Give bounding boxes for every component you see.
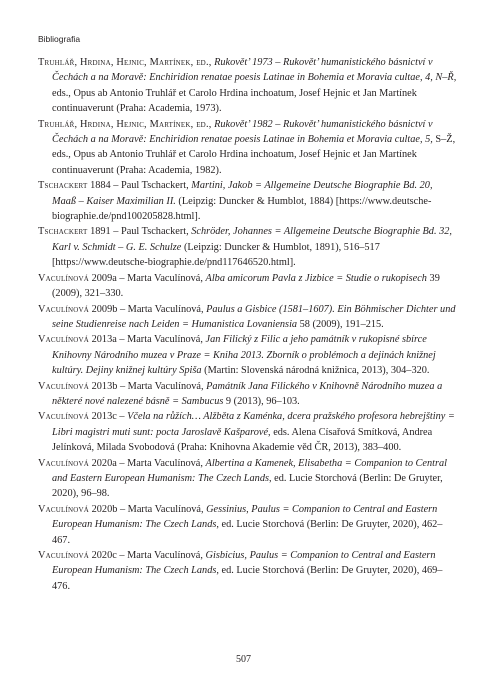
entry-author-key: Tschackert: [38, 226, 88, 238]
bibliography-entry: [38, 332, 458, 378]
entry-author-key: Vaculínová: [38, 503, 90, 515]
entry-text: , eds. Alena Císařová Smítková, Andrea Jelínková, Milada Svobodová (Praha: Knihovna Akademie věd ČR, 2013), 383–400.: [52, 426, 433, 454]
entry-title: Gessinius, Paulus = Companion to Central and Eastern European Humanism: The Czech Lands: [52, 503, 438, 531]
entry-text: 2013a – Marta Vaculínová,: [89, 334, 206, 346]
entry-text: 2013b – Marta Vaculínová,: [89, 380, 207, 392]
entry-author-key: Vaculínová: [38, 457, 90, 469]
bibliography-entry: [38, 271, 458, 302]
bibliography-entry: [38, 409, 458, 455]
entry-text: 9 (2013), 96–103.: [223, 395, 300, 407]
entry-text: 1891 – Paul Tschackert,: [87, 226, 192, 238]
bibliography-entry: [38, 548, 458, 594]
entry-title: Paulus a Gisbice (1581–1607). Ein Böhmischer Dichter und seine Studienreise nach Leiden = Humanistica Lovaniensia: [52, 303, 456, 330]
running-header: Bibliografia: [38, 34, 81, 44]
bibliography-list: [38, 55, 458, 594]
entry-text: , ed. Lucie Storchová (Berlin: De Gruyter, 2020), 96–98.: [52, 472, 443, 500]
entry-title: Jan Filický z Filic a jeho památník v rukopisné sbírce Knihovny Národního muzea v Praze = Kniha 2013. Zborník o problémoch a dejinách knižnej kultúry. Dejiny knižnej kultúry Spiša: [52, 334, 436, 377]
entry-title: Gisbicius, Paulus = Companion to Central and Eastern European Humanism: The Czech Lands: [52, 550, 436, 577]
entry-text: 2009a – Marta Vaculínová,: [89, 272, 206, 284]
entry-text: 2009b – Marta Vaculínová,: [89, 303, 207, 315]
entry-title: Schröder, Johannes = Allgemeine Deutsche Biographie Bd. 32, Karl v. Schmidt – G. E. Schulze: [52, 226, 452, 253]
entry-text: eds., Opus ab Antonio Truhlář et Carolo Hrdina inchoatum, Josef Hejnic et Jan Martínek continuaverunt (Praha: Academia, 1973).: [52, 87, 417, 115]
bibliography-entry: [38, 456, 458, 502]
entry-title: Albertina a Kamenek, Elisabetha = Companion to Central and Eastern European Humanism: The Czech Lands: [52, 457, 448, 484]
page-number: 507: [236, 654, 251, 665]
entry-author-key: Tschackert: [38, 180, 88, 192]
entry-text: 39 (2009), 321–330.: [52, 272, 440, 300]
entry-author-key: Vaculínová: [38, 303, 90, 315]
entry-text: , ed. Lucie Storchová (Berlin: De Gruyter, 2020), 469–476.: [52, 565, 443, 592]
entry-text: 58 (2009), 191–215.: [297, 318, 384, 330]
entry-text: (Martin: Slovenská národná knižnica, 2013), 304–320.: [201, 365, 430, 377]
entry-author-key: Truhlář, Hrdina, Hejnic, Martínek, ed.,: [38, 118, 212, 130]
entry-title: Rukovět’ 1973 – Rukovět’ humanistického básnictví v Čechách a na Moravě: Enchiridion renatae poesis Latinae in Bohemia et Moravia cultae, 4, N–Ř,: [52, 57, 457, 84]
entry-author-key: Vaculínová: [38, 411, 90, 423]
entry-author-key: Vaculínová: [38, 380, 90, 392]
entry-text: 2020b – Marta Vaculínová,: [89, 503, 207, 515]
entry-text: 1884 – Paul Tschackert,: [87, 180, 192, 192]
bibliography-entry: [38, 178, 458, 224]
entry-title: Alba amicorum Pavla z Jizbice = Studie o rukopisech: [205, 272, 427, 284]
entry-title: Rukovět’ 1982 – Rukovět’ humanistického básnictví v Čechách a na Moravě: Enchiridion renatae poesis Latinae in Bohemia et Moravia cultae, 5,: [52, 118, 433, 146]
bibliography-entry: [38, 302, 458, 333]
entry-author-key: Vaculínová: [38, 550, 90, 561]
bibliography-entry: [38, 224, 458, 270]
entry-text: (Leipzig: Duncker & Humblot, 1884) [https://www.deutsche-biographie.de/pnd100205828.html].: [52, 195, 432, 223]
bibliography-entry: [38, 502, 458, 548]
entry-title: Martini, Jakob = Allgemeine Deutsche Biographie Bd. 20, Maaß – Kaiser Maximilian II.: [52, 180, 433, 207]
entry-author-key: Vaculínová: [38, 272, 90, 284]
entry-text: 2020c – Marta Vaculínová,: [89, 550, 206, 561]
entry-text: S–Ž, eds., Opus ab Antonio Truhlář et Carolo Hrdina inchoatum, Josef Hejnic et Jan Martínek continuaverunt (Praha: Academia, 1982).: [52, 134, 456, 176]
entry-text: 2013c –: [89, 411, 128, 423]
bibliography-entry: [38, 55, 458, 117]
entry-author-key: Vaculínová: [38, 334, 90, 346]
entry-text: (Leipzig: Duncker & Humblot, 1891), 516–517 [https://www.deutsche-biographie.de/pnd117646520.html].: [52, 241, 380, 269]
entry-title: Včela na růžích… Alžběta z Kaménka, dcera pražského profesora hebrejštiny = Libri magistri muti sunt: pocta Jaroslavě Kašparové: [52, 411, 455, 438]
entry-text: 2020a – Marta Vaculínová,: [89, 457, 206, 469]
bibliography-entry: [38, 117, 458, 179]
bibliography-entry: [38, 379, 458, 410]
entry-title: Památník Jana Filického v Knihovně Národního muzea a některé nové nalezené básně = Sambucus: [52, 380, 443, 407]
entry-text: , ed. Lucie Storchová (Berlin: De Gruyter, 2020), 462–467.: [52, 519, 443, 546]
entry-author-key: Truhlář, Hrdina, Hejnic, Martínek, ed.,: [38, 57, 212, 68]
